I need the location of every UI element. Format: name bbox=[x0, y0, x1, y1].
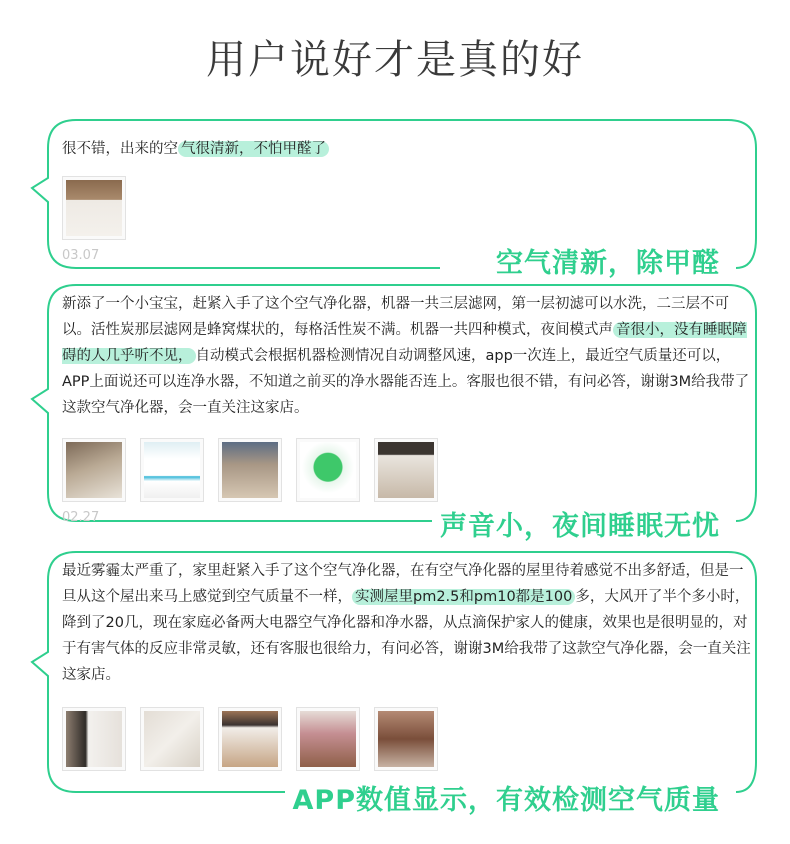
room-photo-icon bbox=[378, 711, 434, 767]
review-image[interactable] bbox=[62, 438, 126, 502]
review-card-1 bbox=[0, 120, 790, 280]
review-card-3 bbox=[0, 552, 790, 816]
review-text: 最近雾霾太严重了，家里赶紧入手了这个空气净化器，在有空气净化器的屋里待着感觉不出多舒适，但是一旦从这个屋出来马上感觉到空气质量不一样， 实测屋里pm2.5和pm10都是100 多，大风开了半个多小时，降到了20几，现在家庭必备两大电器空气净化器和净水器，从点滴保护家人的健康，效果也是很明显的，对于有害气体的反应非常灵敏，还有客服也很给力，有问必答，谢谢3M给我带了这款空气净化器，会一直关注这家店。 bbox=[62, 563, 751, 683]
review-highlight: 实测屋里pm2.5和pm10都是100 bbox=[352, 589, 575, 605]
air-purifier-photo-icon bbox=[222, 711, 278, 767]
review-image[interactable] bbox=[140, 438, 204, 502]
review-image[interactable] bbox=[218, 707, 282, 771]
review-highlight: 气很清新，不怕甲醛了 bbox=[178, 141, 329, 157]
room-photo-icon bbox=[66, 442, 122, 498]
review-card-2 bbox=[0, 285, 790, 542]
review-date: 02.27 bbox=[62, 510, 100, 525]
review-images bbox=[62, 707, 438, 771]
air-purifier-photo-icon bbox=[66, 711, 122, 767]
review-image[interactable] bbox=[374, 707, 438, 771]
review-text: 很不错，出来的空 气很清新，不怕甲醛了 bbox=[62, 136, 752, 162]
review-image[interactable] bbox=[374, 438, 438, 502]
air-purifier-photo-icon bbox=[378, 442, 434, 498]
box-photo-icon bbox=[144, 711, 200, 767]
review-image[interactable] bbox=[62, 176, 126, 240]
app-screen-photo-icon bbox=[144, 442, 200, 498]
page-title: 用户说好才是真的好 bbox=[206, 37, 584, 83]
room-photo-icon bbox=[300, 711, 356, 767]
review-text: 新添了一个小宝宝，赶紧入手了这个空气净化器，机器一共三层滤网，第一层初滤可以水洗，二三层不可以。活性炭那层滤网是蜂窝煤状的，每格活性炭不满。机器一共四种模式，夜间模式声 音很小，没有睡眠障碍的人几乎听不见， 自动模式会根据机器检测情况自动调整风速，app一次连上，最近空气质量还可以，APP上面说还可以连净水器，不知道之前买的净水器能否连上。客服也很不错，有问必答，谢谢3M给我带了这款空气净化器，会一直关注这家店。 bbox=[62, 296, 750, 416]
review-tagline: APP数值显示，有效检测空气质量 bbox=[285, 778, 728, 817]
review-images bbox=[62, 176, 126, 240]
review-images bbox=[62, 438, 438, 502]
review-tagline: 声音小，夜间睡眠无忧 bbox=[432, 504, 728, 543]
review-highlight: 音很小，没有睡眠障碍的人几乎听不见， bbox=[62, 322, 747, 364]
app-screen-photo-icon bbox=[300, 442, 356, 498]
room-photo-icon bbox=[222, 442, 278, 498]
review-image[interactable] bbox=[140, 707, 204, 771]
air-purifier-photo-icon bbox=[66, 180, 122, 236]
review-image[interactable] bbox=[218, 438, 282, 502]
review-tagline: 空气清新，除甲醛 bbox=[488, 241, 728, 280]
review-image[interactable] bbox=[296, 707, 360, 771]
review-image[interactable] bbox=[62, 707, 126, 771]
review-date: 03.07 bbox=[62, 248, 100, 263]
review-image[interactable] bbox=[296, 438, 360, 502]
